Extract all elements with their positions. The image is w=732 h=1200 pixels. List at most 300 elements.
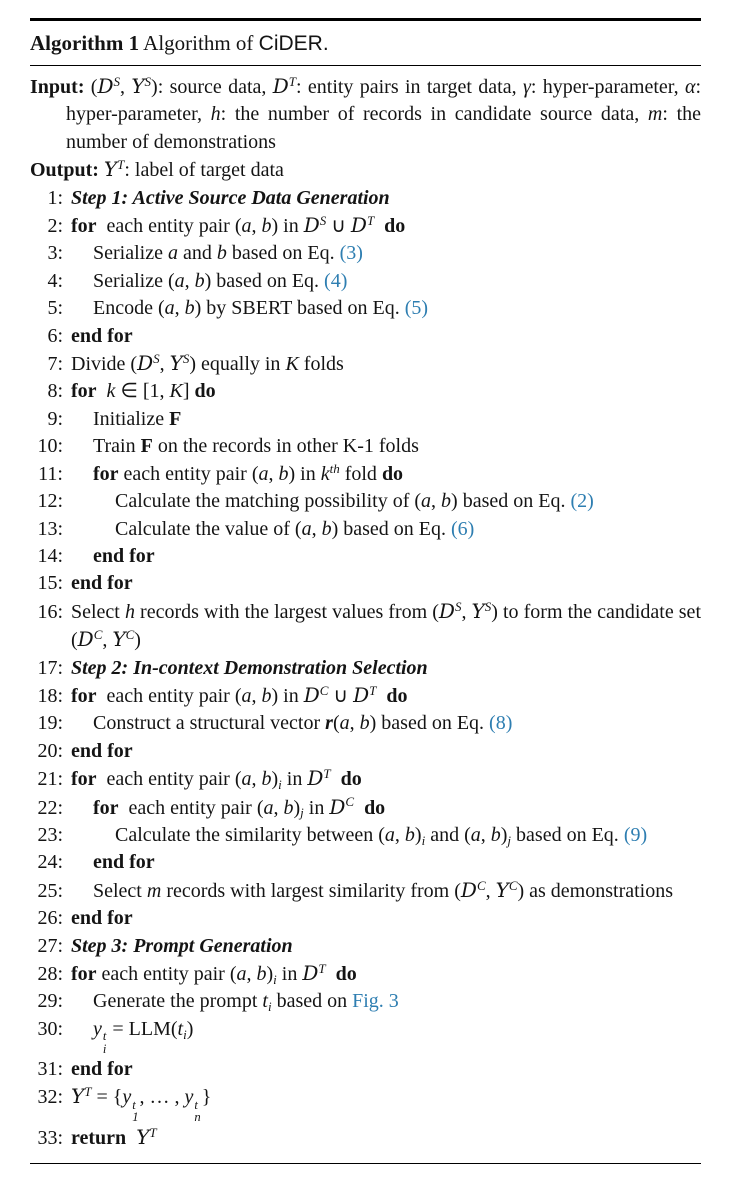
line-number: 8: [47,380,63,403]
algo-line-22 [30,794,701,822]
text-segment: b [404,823,415,846]
text-segment: end for [71,907,133,930]
line-number: 17: [37,656,63,679]
ref-link[interactable]: Fig. 3 [352,990,399,1013]
ref-link[interactable]: (8) [489,712,513,735]
text-segment: and [177,242,217,265]
text-segment: for [71,380,97,403]
ref-link[interactable]: (2) [570,490,594,513]
line-content [71,433,701,460]
text-segment: C [508,877,518,893]
text-segment: each entity pair ( [118,462,259,485]
line-content [71,877,701,905]
text-segment: T [318,960,326,976]
text-segment: end for [93,851,155,874]
text-segment: , [311,517,322,540]
text-segment: Y [103,157,118,182]
text-segment: γ [522,76,531,98]
text-segment: , [268,462,279,485]
text-segment: S [454,598,462,614]
line-content [71,185,701,212]
text-segment: b [261,768,272,791]
text-segment: ∪ [326,215,351,238]
text-segment: b [261,215,272,238]
ref-link[interactable]: (3) [339,242,363,265]
text-segment: records with the largest values from ( [134,600,439,623]
line-content [71,212,701,240]
algo-line-17 [30,655,701,682]
text-segment: D [307,766,324,791]
algo-line-19 [30,710,701,737]
text-segment: Select [71,600,125,623]
text-segment: T [369,682,377,698]
algo-line-33 [30,1124,701,1152]
text-segment: Calculate the value of ( [115,517,302,540]
text-segment: T [149,1124,157,1140]
algo-line-18 [30,682,701,710]
line-number: 15: [37,572,63,595]
line-number: 19: [37,712,63,735]
line-number: 1: [47,186,63,209]
line-number: 4: [47,269,63,292]
text-segment: a [258,462,269,485]
text-segment: do [364,796,386,819]
text-segment: , [394,823,405,846]
text-segment: Step 2: In-context Demonstration Selection [71,656,428,679]
text-segment: F [169,407,182,430]
line-content [71,905,701,932]
text-segment: ) in [288,462,321,485]
algorithm-title [30,21,701,65]
line-number: 2: [47,215,63,238]
text-segment: ) [271,768,279,791]
algo-line-32 [30,1083,701,1124]
text-segment: b [261,684,272,707]
input-line [30,73,707,156]
ref-link[interactable]: (5) [404,297,429,320]
text-segment: D [302,961,319,985]
text-segment: C [319,682,329,698]
output-label: Output: [30,159,104,182]
algo-line-29 [30,988,701,1015]
line-content [71,710,701,737]
line-content [71,350,701,378]
text-segment: r [325,712,333,735]
line-content [71,461,701,488]
line-content [71,488,701,515]
text-segment: ) [414,823,422,846]
text-segment: b [216,242,227,265]
algorithm-title-text: Algorithm of [139,31,259,55]
text-segment: = LLM( [107,1017,178,1040]
line-number: 7: [47,353,63,376]
subscript: n [194,1110,201,1125]
algo-line-16 [30,598,706,655]
line-number: 21: [37,768,63,791]
text-segment: Construct a structural vector [93,712,326,735]
text-segment: in [303,796,330,819]
text-segment: each entity pair ( [96,215,242,238]
text-segment: on the records in other K-1 folds [152,435,419,458]
text-segment: , [246,963,257,985]
line-content [71,516,701,543]
text-segment: Encode ( [93,297,165,320]
text-segment: Calculate the matching possibility of ( [115,490,422,513]
text-segment: y [93,1017,102,1040]
text-segment: ) [266,963,274,985]
subscript: i [102,1042,107,1057]
text-segment [126,1127,136,1149]
text-segment: , [174,297,185,320]
text-segment: a [301,517,312,540]
text-segment: D [272,74,289,98]
text-segment: b [490,823,501,846]
text-segment: end for [93,544,155,567]
text-segment: : the number of records in candidate source data, [220,103,648,126]
line-content [71,1124,701,1152]
superscript: t [132,1097,136,1112]
text-segment: Step 1: Active Source Data Generation [71,186,390,209]
text-segment: do [340,768,362,791]
text-segment: ) based on Eq. [331,517,452,540]
text-segment: do [381,462,404,485]
text-segment: S [182,350,190,366]
algo-line-13 [30,516,701,543]
text-segment: Divide ( [71,353,138,376]
text-segment: , … , [139,1086,185,1109]
text-segment: in [276,963,303,985]
text-segment: α [684,76,696,98]
line-number: 22: [37,796,63,819]
algo-line-31 [30,1056,701,1083]
text-segment: th [329,460,340,476]
text-segment: each entity pair ( [118,796,264,819]
text-segment: b [359,712,370,735]
text-segment: b [194,269,205,292]
line-number: 13: [37,517,63,540]
text-segment: a [241,215,252,238]
text-segment: , [102,629,113,652]
algo-line-1 [30,185,701,212]
text-segment: D [350,213,367,238]
line-content [71,268,701,295]
text-segment: ] [182,380,195,403]
text-segment: : hyper-parameter, [66,76,707,126]
algo-line-20 [30,738,701,765]
text-segment: b [441,490,452,513]
text-segment: end for [71,324,133,347]
text-segment: Calculate the similarity between ( [115,823,385,846]
algo-line-6 [30,323,701,350]
line-number: 18: [37,684,63,707]
text-segment: S [144,73,152,89]
text-segment: h [210,103,221,126]
text-segment: Serialize ( [93,269,175,292]
text-segment: end for [71,572,133,595]
text-segment: ) in [271,215,304,238]
text-segment: , [251,684,262,707]
algo-line-9 [30,406,701,433]
text-segment: in [281,768,308,791]
algo-line-25 [30,877,701,905]
algo-line-10 [30,433,701,460]
text-segment: y [122,1086,132,1109]
text-segment: k [106,380,116,403]
text-segment: } [201,1086,212,1109]
text-segment: , [184,269,195,292]
text-segment: , [273,796,284,819]
text-segment: D [77,627,94,652]
text-segment: do [335,963,357,985]
text-segment: K [285,353,299,376]
text-segment: b [256,963,267,985]
text-segment: Y [136,1124,150,1149]
text-segment: ): source data, [151,76,273,98]
text-segment: T [366,212,375,228]
text-segment: , [461,600,472,623]
input-label: Input: [30,76,91,98]
text-segment: t [177,1017,184,1040]
line-content [71,570,701,597]
text-segment: k [320,462,330,485]
text-segment: , [480,823,491,846]
text-segment: a [241,684,252,707]
line-number: 29: [37,990,63,1013]
text-segment: for [93,462,119,485]
line-content [71,406,701,433]
text-segment: h [124,600,135,623]
text-segment: F [140,435,153,458]
text-segment: , [251,215,262,238]
text-segment: i [278,777,282,793]
line-content [71,323,701,350]
text-segment: : the number of demonstrations [66,103,706,153]
line-content [71,738,701,765]
text-segment: a [236,963,247,985]
bottom-rule [30,1163,701,1164]
text-segment: a [174,269,185,292]
text-segment: Train [93,435,141,458]
text-segment: D [329,794,346,819]
text-segment: : entity pairs in target data, [296,76,523,98]
text-segment: S [484,598,492,614]
text-segment: ) by SBERT based on Eq. [194,297,405,320]
text-segment: , [431,490,442,513]
text-segment: D [137,351,154,376]
supsub-stack [194,1099,200,1124]
text-segment: ) [293,796,301,819]
line-number: 33: [37,1126,63,1149]
text-segment: D [97,74,114,98]
line-content [71,378,701,405]
text-segment: a [470,823,481,846]
line-number: 30: [37,1017,63,1040]
text-segment: a [241,768,252,791]
text-segment: t [262,990,268,1013]
text-segment: return [71,1126,127,1149]
text-segment: Y [471,598,485,623]
text-segment: Y [169,351,183,376]
text-segment: S [113,73,121,89]
text-segment: a [167,242,178,265]
line-content [71,1083,701,1124]
text-segment: , [159,353,170,376]
line-number: 12: [37,490,63,513]
text-segment: b [184,297,195,320]
line-content [71,794,701,822]
line-number: 5: [47,297,63,320]
algo-line-23 [30,822,701,849]
text-segment: and ( [425,823,471,846]
text-segment: i [183,1026,187,1042]
line-content [71,295,701,322]
text-segment: ) based on Eq. [204,269,325,292]
text-segment: do [386,684,408,707]
algo-line-2 [30,212,701,240]
line-content [71,1016,701,1056]
algo-line-8 [30,378,701,405]
text-segment: Y [495,877,509,902]
line-number: 3: [47,242,63,265]
text-segment: ) as demonstrations [517,879,674,902]
text-segment: , [120,76,132,98]
text-segment [354,797,364,819]
text-segment: ∪ [328,684,354,707]
text-segment: for [93,796,119,819]
line-number: 25: [37,879,63,902]
text-segment: T [323,766,331,782]
text-segment: based on [271,990,353,1013]
line-number: 27: [37,934,63,957]
text-segment: do [384,215,406,238]
line-content [71,849,701,876]
line-number: 32: [37,1086,63,1109]
line-number: 10: [37,435,63,458]
ref-link[interactable]: (6) [451,517,475,540]
algorithm-title-brand: CiDER. [258,32,329,55]
algo-line-7 [30,350,701,378]
supsub-stack [132,1099,138,1124]
algo-line-27 [30,933,701,960]
text-segment: Initialize [93,407,170,430]
text-segment [97,380,107,402]
text-segment: , [251,768,262,791]
ref-link[interactable]: (9) [623,823,648,846]
line-number: 11: [38,462,63,485]
algo-line-24 [30,849,701,876]
text-segment: : hyper-parameter, [530,76,685,98]
text-segment: based on Eq. [226,242,340,265]
text-segment: Generate the prompt [93,990,263,1013]
text-segment: end for [71,739,133,762]
line-number: 14: [37,544,63,567]
text-segment: ) equally in [189,353,286,376]
text-segment: ∈ [1, [115,380,170,403]
algo-line-5 [30,295,701,322]
text-segment: i [421,832,426,848]
text-segment: ) [134,629,141,652]
line-number: 28: [37,963,63,985]
text-segment [326,963,336,985]
output-text [104,159,284,181]
text-segment: Y [112,627,126,652]
algo-line-11 [30,461,701,488]
algo-line-14 [30,543,701,570]
text-segment: K [169,380,183,403]
algo-line-15 [30,570,701,597]
text-segment: Y [71,1084,85,1109]
text-segment: ) [186,1017,194,1040]
text-segment [331,768,341,790]
line-number: 6: [47,324,63,347]
algorithm-label: Algorithm 1 [30,31,140,55]
text-segment: y [184,1086,194,1109]
line-content [71,655,701,682]
algo-line-28 [30,960,701,988]
line-content [71,543,701,570]
line-content [71,765,701,793]
algo-line-4 [30,268,701,295]
text-segment: fold [339,462,382,485]
text-segment: , [349,712,360,735]
text-segment: m [647,103,663,126]
output-line [30,156,701,184]
text-segment: i [267,999,272,1015]
text-segment: for [71,768,97,791]
line-number: 9: [47,407,63,430]
text-segment: each entity pair ( [96,963,237,985]
algo-line-3 [30,240,701,267]
algo-line-30 [30,1016,701,1056]
text-segment: a [263,796,274,819]
line-content [71,988,701,1015]
text-segment: based on Eq. [511,823,624,846]
text-segment: ( [332,712,340,735]
text-segment: C [345,794,355,810]
text-segment: ) [500,823,508,846]
text-segment: Select [93,879,147,902]
line-content [71,822,701,849]
text-segment: ) to form the candidate set ( [71,600,706,652]
text-segment: end for [71,1057,133,1080]
text-segment: m [146,879,162,902]
text-segment: j [507,832,512,848]
text-segment: C [476,877,486,893]
text-segment [374,215,384,237]
text-segment: : label of target data [124,159,284,182]
text-segment: S [319,212,327,228]
text-segment: T [288,73,297,89]
line-content [71,240,701,267]
text-segment: Serialize [93,242,168,265]
line-number: 16: [37,600,63,623]
algorithm-body [30,66,707,1152]
ref-link[interactable]: (4) [324,269,348,292]
subscript: 1 [132,1110,139,1125]
line-content [71,682,701,710]
text-segment: ( [90,76,98,98]
line-content [71,598,706,655]
text-segment: C [93,626,103,642]
superscript: t [102,1029,107,1044]
text-segment: ) in [271,684,304,707]
algorithm-lines [30,185,706,1153]
text-segment: b [321,517,332,540]
text-segment: do [194,380,216,403]
text-segment: ) based on Eq. [369,712,490,735]
text-segment: Y [131,74,145,98]
text-segment: D [438,598,455,623]
